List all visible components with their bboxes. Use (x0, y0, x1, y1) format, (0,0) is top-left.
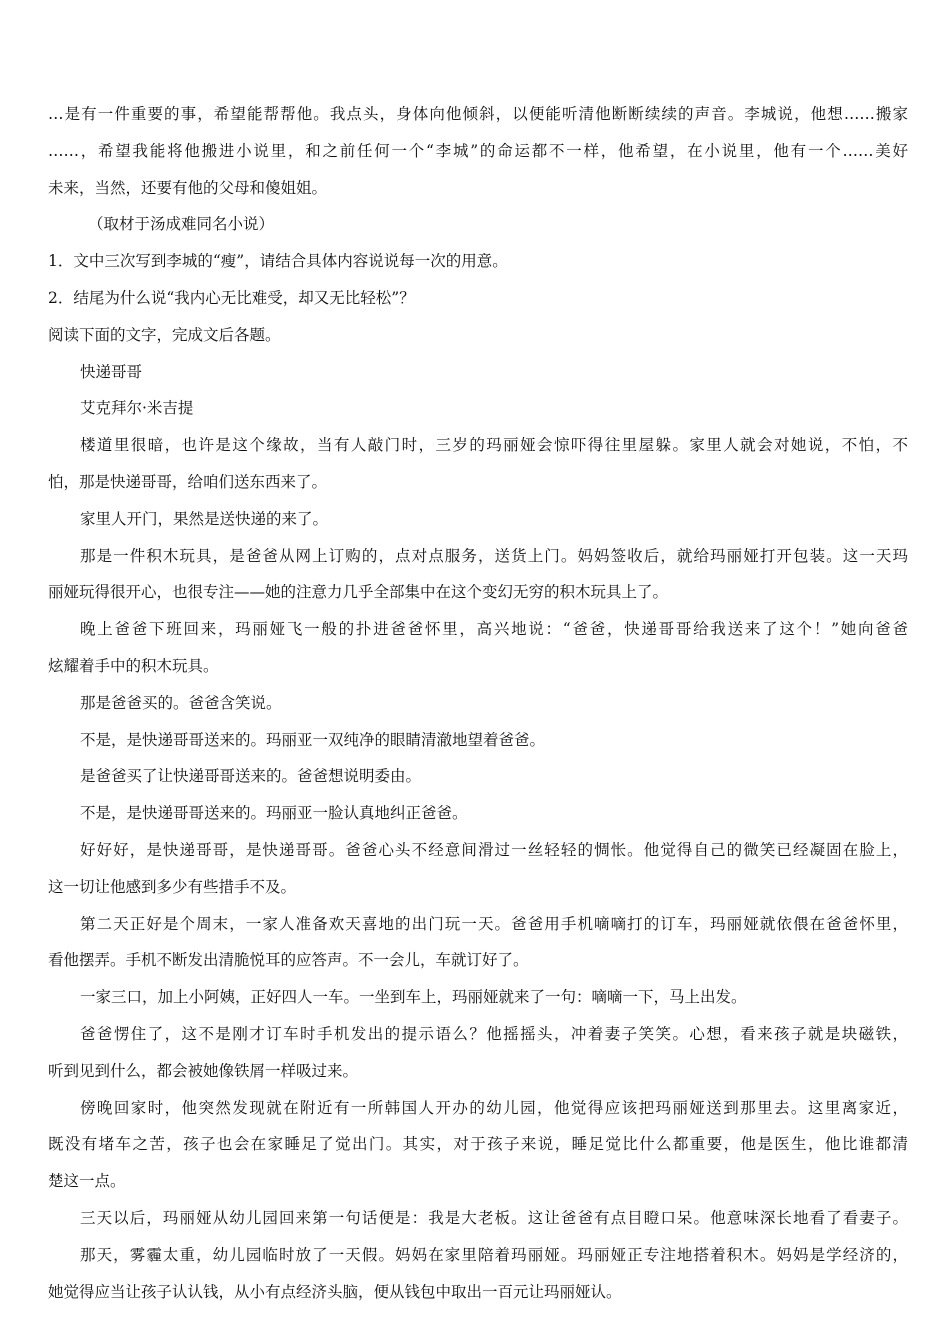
text-line: 那是爸爸买的。爸爸含笑说。 (80, 693, 282, 712)
text-line: 不是，是快递哥哥送来的。玛丽亚一双纯净的眼睛清澈地望着爸爸。 (80, 730, 546, 749)
text-line: 听到见到什么，都会被她像铁屑一样吸过来。 (48, 1061, 359, 1080)
text-line: 不是，是快递哥哥送来的。玛丽亚一脸认真地纠正爸爸。 (80, 804, 468, 823)
text-line: 家里人开门，果然是送快递的来了。 (80, 509, 329, 528)
text-line: …是有一件重要的事，希望能帮帮他。我点头，身体向他倾斜，以便能听清他断断续续的声音。李城说，他想……搬家 (48, 105, 908, 123)
text-line: 傍晚回家时，他突然发现就在附近有一所韩国人开办的幼儿园，他觉得应该把玛丽娅送到那里去。这里离家近， (80, 1098, 908, 1117)
text-line: 炫耀着手中的积木玩具。 (48, 656, 219, 675)
text-line: 那是一件积木玩具，是爸爸从网上订购的，点对点服务，送货上门。妈妈签收后，就给玛丽娅打开包装。这一天玛 (80, 546, 908, 565)
text-line: 1．文中三次写到李城的“瘦”，请结合具体内容说说每一次的用意。 (48, 252, 508, 271)
text-line: 楼道里很暗，也许是这个缘故，当有人敲门时，三岁的玛丽娅会惊吓得往里屋躲。家里人就会对她说，不怕，不 (80, 436, 908, 455)
text-line: 楚这一点。 (48, 1172, 126, 1191)
text-line: 这一切让他感到多少有些措手不及。 (48, 877, 297, 896)
text-line: 快递哥哥 (80, 362, 143, 381)
text-line: 那天，雾霾太重，幼儿园临时放了一天假。妈妈在家里陪着玛丽娅。玛丽娅正专注地搭着积木。妈妈是学经济的， (80, 1245, 908, 1264)
text-line: 未来，当然，还要有他的父母和傻姐姐。 (48, 178, 328, 197)
text-line: 2．结尾为什么说“我内心无比难受，却又无比轻松”？ (48, 288, 415, 307)
document-body (48, 96, 908, 1310)
text-line: 艾克拜尔·米吉提 (80, 399, 194, 418)
text-line: 第二天正好是个周末，一家人准备欢天喜地的出门玩一天。爸爸用手机嘀嘀打的订车，玛丽娅就依偎在爸爸怀里， (80, 914, 908, 933)
text-line: ……，希望我能将他搬进小说里，和之前任何一个“李城”的命运都不一样，他希望，在小说里，他有一个……美好 (48, 141, 908, 160)
text-line: 好好好，是快递哥哥，是快递哥哥。爸爸心头不经意间滑过一丝轻轻的惆怅。他觉得自己的微笑已经凝固在脸上， (80, 840, 908, 859)
text-line: 是爸爸买了让快递哥哥送来的。爸爸想说明委由。 (80, 767, 422, 786)
text-line: 怕，那是快递哥哥，给咱们送东西来了。 (48, 472, 328, 491)
text-line: 一家三口，加上小阿姨，正好四人一车。一坐到车上，玛丽娅就来了一句：嘀嘀一下，马上出发。 (80, 988, 747, 1007)
text-line: 丽娅玩得很开心，也很专注——她的注意力几乎全部集中在这个变幻无穷的积木玩具上了。 (48, 583, 669, 602)
text-line: 既没有堵车之苦，孩子也会在家睡足了觉出门。其实，对于孩子来说，睡足觉比什么都重要，他是医生，他比谁都清 (48, 1135, 908, 1154)
text-line: 爸爸愣住了，这不是刚才订车时手机发出的提示语么？他摇摇头，冲着妻子笑笑。心想，看来孩子就是块磁铁， (80, 1024, 908, 1043)
text-line: （取材于汤成难同名小说） (88, 215, 275, 234)
text-line: 三天以后，玛丽娅从幼儿园回来第一句话便是：我是大老板。这让爸爸有点目瞪口呆。他意味深长地看了看妻子。 (80, 1208, 908, 1227)
text-line: 阅读下面的文字，完成文后各题。 (48, 325, 281, 344)
text-line: 看他摆弄。手机不断发出清脆悦耳的应答声。不一会儿，车就订好了。 (48, 951, 529, 970)
text-line: 她觉得应当让孩子认认钱，从小有点经济头脑，便从钱包中取出一百元让玛丽娅认。 (48, 1282, 622, 1301)
text-line: 晚上爸爸下班回来，玛丽娅飞一般的扑进爸爸怀里，高兴地说：“爸爸，快递哥哥给我送来了这个！”她向爸爸 (80, 620, 908, 639)
